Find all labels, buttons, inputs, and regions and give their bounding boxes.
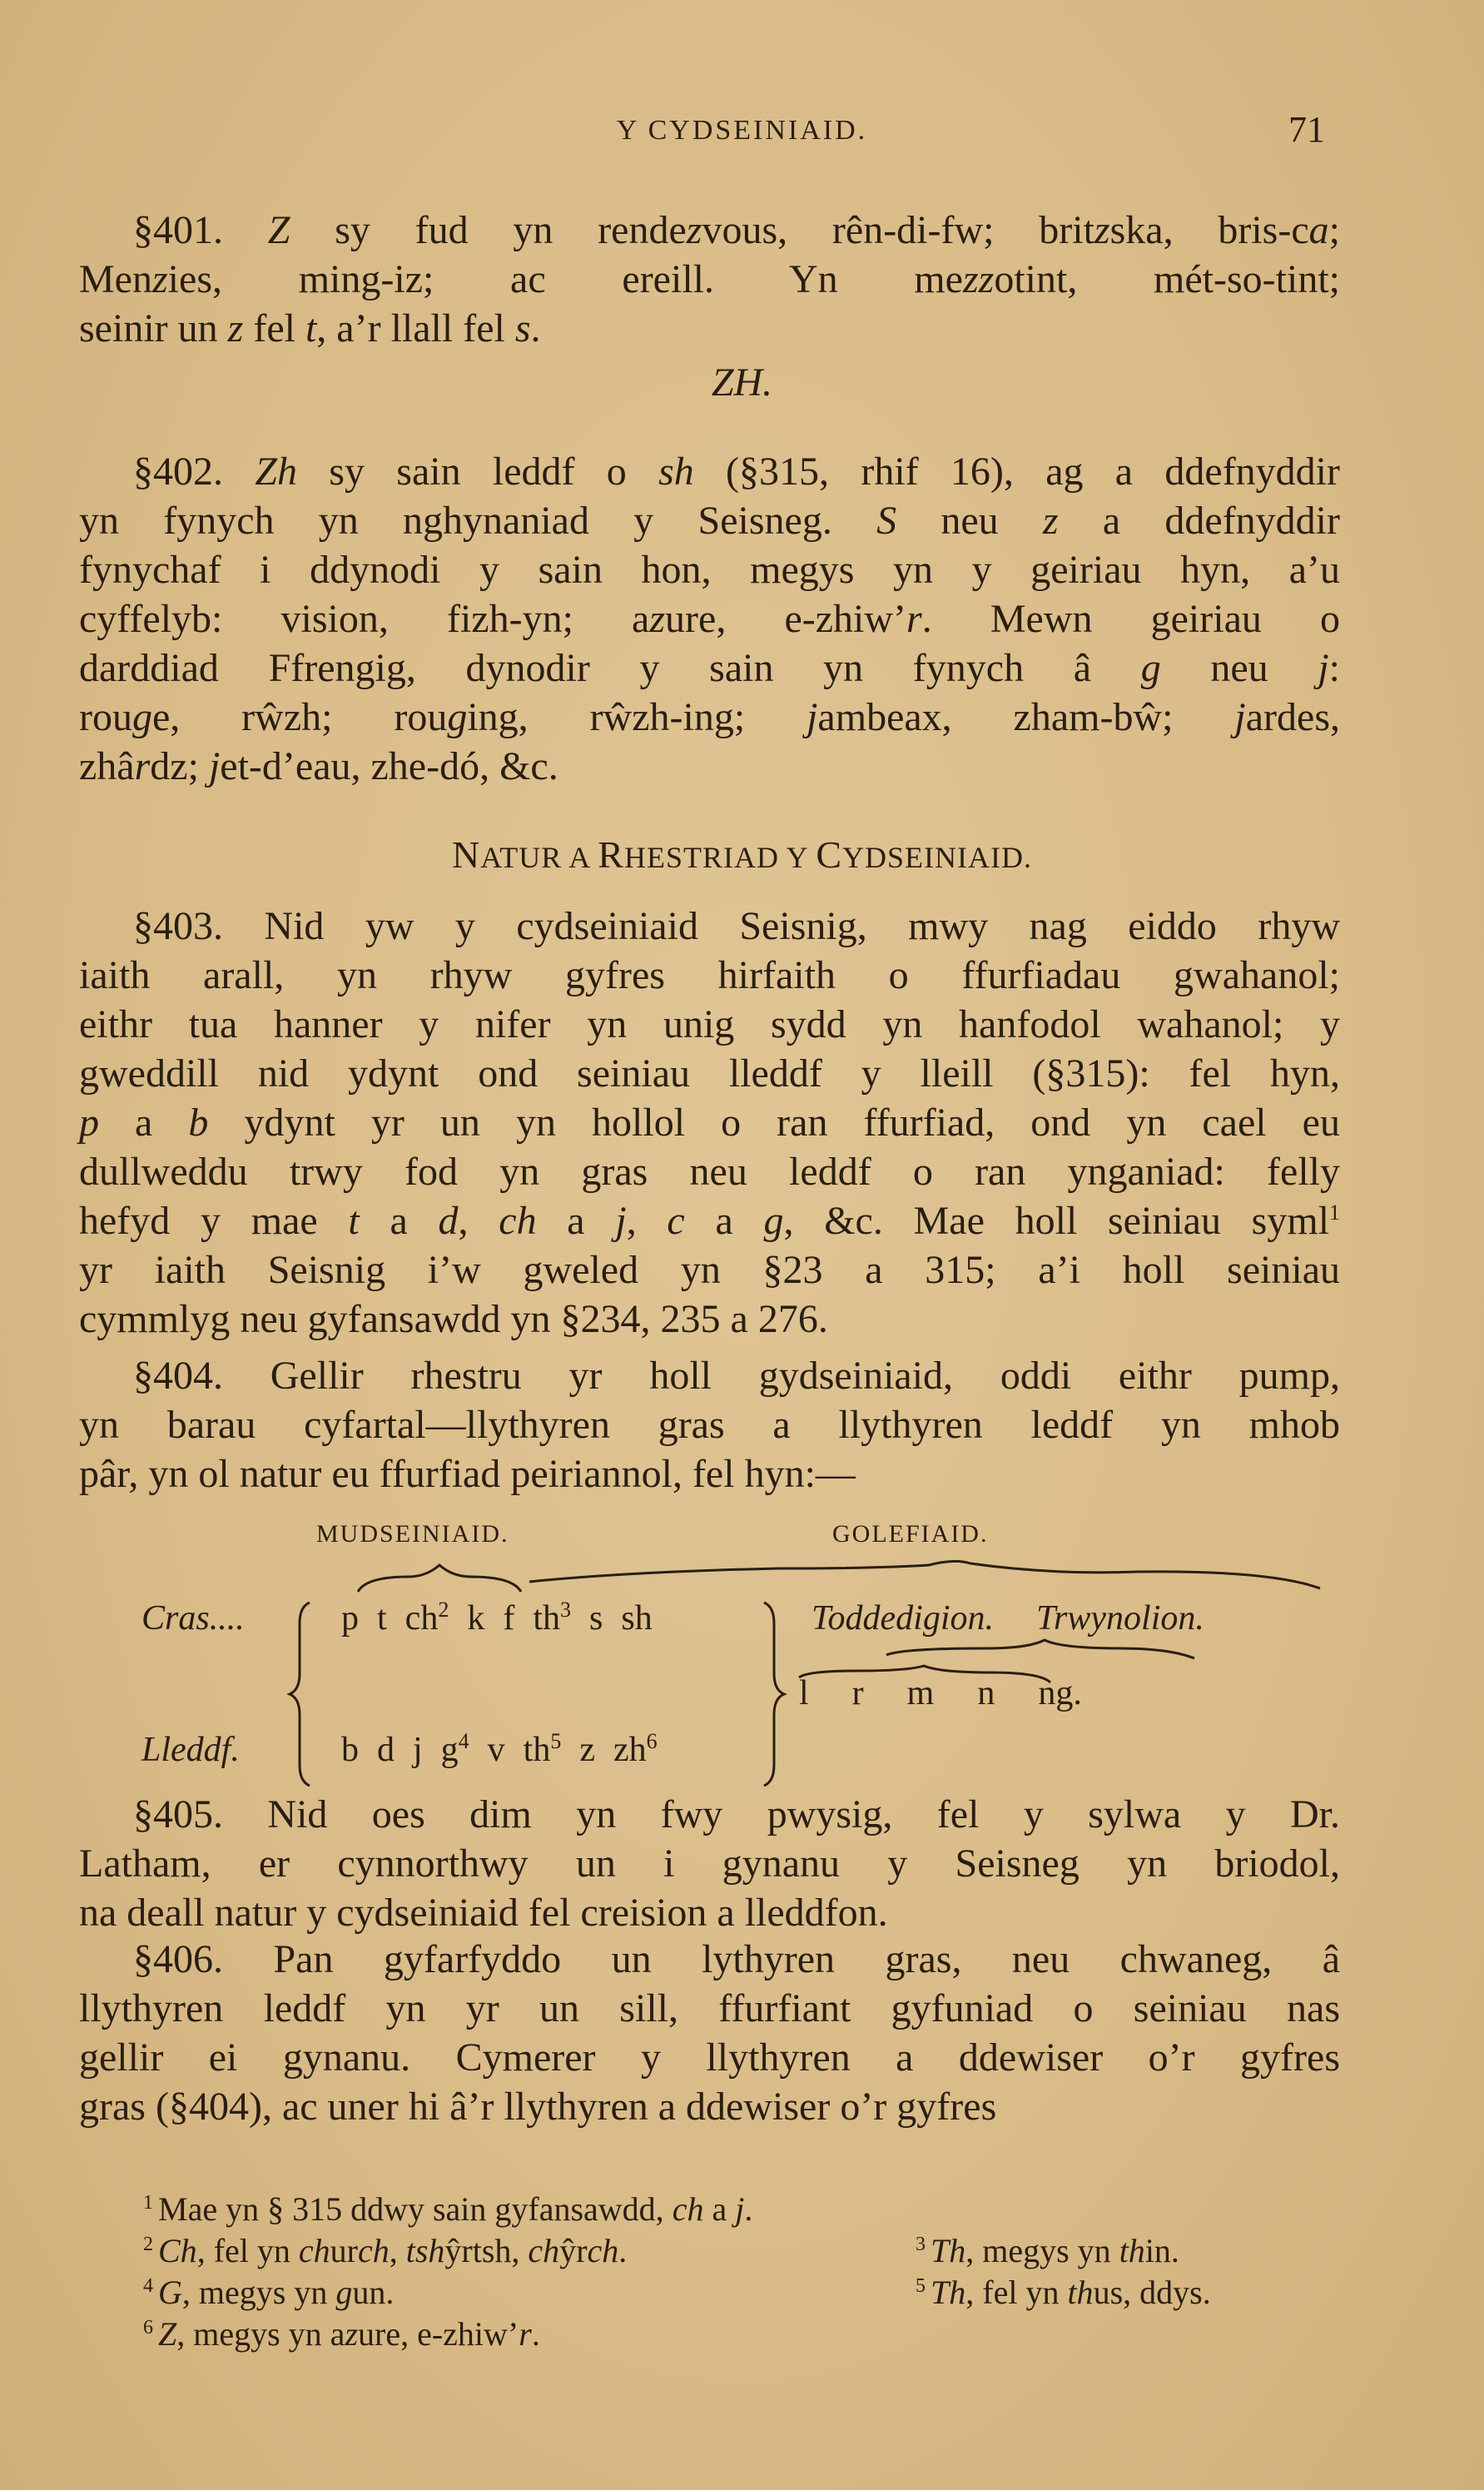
text-run: §404. Gellir rhestru yr holl gydseiniaid, oddi eithr pump, — [133, 1354, 1340, 1398]
text-line — [79, 496, 1340, 546]
footnote-5 — [916, 2273, 1211, 2312]
consonant-letter: g — [440, 1731, 459, 1769]
italic-run: z — [649, 597, 666, 641]
liquid-label-trwynolion: Trwynolion. — [1036, 1599, 1204, 1638]
consonant — [413, 1731, 423, 1769]
italic-run: Zh — [255, 450, 297, 494]
footnote-6 — [143, 2314, 540, 2353]
running-head: Y CYDSEINIAID. — [616, 115, 868, 146]
text-run: (§315, rhif 16), ag a ddefnyddir — [693, 450, 1340, 494]
text-line — [79, 1147, 1340, 1197]
text-run: a — [684, 1199, 764, 1243]
consonant-letter: d — [377, 1731, 395, 1769]
text-run: a — [359, 1199, 439, 1243]
liquid-consonants — [799, 1673, 1125, 1713]
italic-run: Th — [931, 2232, 966, 2269]
text-line — [79, 2033, 1340, 2083]
text-line — [79, 594, 1340, 644]
italic-run: b — [188, 1101, 209, 1145]
footnote-1 — [143, 2189, 752, 2229]
text-run: a — [703, 2190, 736, 2228]
left-brace-icon — [290, 1603, 310, 1786]
italic-run: j — [1318, 646, 1329, 690]
italic-run: s — [514, 306, 531, 350]
consonant — [467, 1599, 484, 1638]
text-run: pâr, yn ol natur eu ffurfiad peiriannol, fel hyn:— — [79, 1452, 856, 1496]
text-run: seinir un — [79, 306, 228, 350]
liquid-consonant: m — [906, 1674, 935, 1712]
italic-run: th — [1119, 2232, 1145, 2269]
consonant-letter: f — [503, 1599, 515, 1638]
text-line — [79, 644, 1340, 693]
text-run: ŷr — [559, 2232, 588, 2269]
liquid-label-toddedigion: Toddedigion. — [811, 1599, 994, 1638]
italic-run: r — [134, 744, 151, 788]
italic-run: t — [348, 1199, 360, 1243]
consonant-letter: ch — [405, 1599, 439, 1638]
text-line — [79, 304, 1340, 354]
footnote-ref: 6 — [646, 1729, 658, 1753]
text-run: ing, rŵzh-ing; — [467, 695, 807, 739]
italic-run: ch — [587, 2232, 619, 2269]
text-line — [79, 1888, 1340, 1938]
italic-run: th — [1067, 2274, 1094, 2311]
heading-part: ATUR A — [480, 841, 598, 874]
footnote-2 — [143, 2231, 627, 2270]
text-run: sy fud yn rende — [290, 208, 687, 252]
text-run: , &c. Mae holl seiniau syml — [783, 1199, 1330, 1243]
consonant — [488, 1731, 505, 1769]
text-run: . — [531, 2315, 540, 2353]
text-run: ska, bris-c — [1109, 208, 1309, 252]
text-line — [79, 1295, 1340, 1344]
italic-run: Z — [158, 2315, 177, 2353]
text-run: darddiad Ffrengig, dynodir y sain yn fynych â — [79, 646, 1141, 690]
text-run: ambeax, zham-bŵ; — [817, 695, 1235, 739]
italic-run: t — [305, 306, 317, 350]
text-run: ure, e-zhiw’ — [665, 597, 907, 641]
consonant-letter: k — [467, 1599, 485, 1638]
right-brace-icon — [764, 1603, 784, 1786]
text-line — [79, 951, 1340, 1001]
text-run: yr iaith Seisnig i’w gweled yn §23 a 315; a’i holl seiniau — [79, 1248, 1340, 1292]
text-run: e, rŵzh; rou — [151, 695, 448, 739]
italic-run: d — [438, 1199, 459, 1243]
italic-run: z — [151, 257, 168, 301]
text-run: ŷrtsh, — [444, 2232, 529, 2269]
text-run: iaith arall, yn rhyw gyfres hirfaith o ffurfiadau gwahanol; — [79, 953, 1340, 997]
consonant-letter: sh — [621, 1599, 653, 1638]
text-run: , — [626, 1199, 668, 1243]
italic-run: Ch — [158, 2232, 197, 2269]
italic-run: j — [1234, 695, 1246, 739]
text-run: Mae yn § 315 ddwy sain gyfansawdd, — [158, 2190, 673, 2228]
italic-run: z — [1094, 208, 1110, 252]
row-label-cras: Cras.... — [141, 1599, 245, 1638]
text-line — [133, 1790, 1340, 1840]
text-run: , megys yn a — [176, 2315, 345, 2353]
italic-run: g — [447, 695, 468, 739]
consonant-letter: j — [413, 1731, 423, 1769]
text-run: . — [618, 2232, 628, 2269]
text-run: ur — [330, 2232, 358, 2269]
text-run: eithr tua hanner y nifer yn unig sydd yn hanfodol wahanol; y — [79, 1002, 1340, 1046]
text-run: fynychaf i ddynodi y sain hon, megys yn y geiriau hyn, a’u — [79, 548, 1340, 592]
consonant-letter: th — [533, 1599, 560, 1638]
text-run: ; — [1328, 208, 1340, 252]
footnote-number: 1 — [143, 2191, 153, 2214]
consonant — [341, 1731, 359, 1769]
text-run: §405. Nid oes dim yn fwy pwysig, fel y sylwa y Dr. — [133, 1792, 1340, 1836]
footnote-ref: 2 — [438, 1598, 449, 1622]
text-run: cyffelyb: vision, fizh-yn; a — [79, 597, 650, 641]
heading-part: R — [598, 833, 624, 876]
italic-run: z — [686, 208, 702, 252]
consonant — [441, 1731, 469, 1769]
row-label-lleddf: Lleddf. — [141, 1731, 240, 1769]
text-run: , a’r llall fel — [316, 306, 515, 350]
text-line — [79, 1196, 1340, 1246]
text-line — [79, 1049, 1340, 1099]
text-run: otint, mét-so-tint; — [994, 257, 1341, 301]
text-run: fel — [243, 306, 305, 350]
text-run: ardes, — [1245, 695, 1341, 739]
text-run: . Mewn geiriau o — [921, 597, 1341, 641]
italic-run: r — [519, 2315, 532, 2353]
text-run: a — [536, 1199, 616, 1243]
consonant — [405, 1599, 449, 1638]
text-line — [79, 1245, 1340, 1295]
consonant — [377, 1731, 395, 1769]
text-line — [79, 1098, 1340, 1148]
cras-consonants — [341, 1598, 671, 1638]
text-run: §401. — [133, 208, 268, 252]
italic-run: G — [158, 2274, 182, 2311]
footnote-number: 4 — [143, 2274, 153, 2297]
consonant — [579, 1731, 595, 1769]
italic-run: ch — [528, 2232, 560, 2269]
liquid-consonant: l — [799, 1674, 809, 1712]
text-run: gweddill nid ydynt ond seiniau lleddf y lleill (§315): fel hyn, — [79, 1051, 1340, 1096]
text-run: rou — [79, 695, 132, 739]
italic-run: z — [345, 2315, 359, 2353]
text-run: : — [1328, 646, 1341, 690]
italic-run: a — [1308, 208, 1329, 252]
italic-run: Z — [267, 208, 290, 252]
text-run: ydynt yr un yn hollol o ran ffurfiad, ond yn cael eu — [208, 1101, 1340, 1145]
text-run: , fel yn — [196, 2232, 299, 2269]
page-number: 71 — [1288, 109, 1325, 150]
text-run: sy sain leddf o — [297, 450, 659, 494]
text-run: . — [530, 306, 541, 350]
footnote-number: 5 — [916, 2274, 926, 2297]
text-run: , fel yn — [965, 2274, 1068, 2311]
text-run: neu — [896, 499, 1043, 543]
mutes-heading: MUDSEINIAID. — [316, 1520, 509, 1548]
consonant-letter: zh — [613, 1731, 647, 1769]
italic-run: ch — [672, 2190, 704, 2228]
overbrace-long-icon — [529, 1561, 1320, 1588]
text-run: ies, ming-iz; ac ereill. Yn me — [167, 257, 963, 301]
text-run: neu — [1160, 646, 1318, 690]
text-run: §406. Pan gyfarfyddo un lythyren gras, neu chwaneg, â — [133, 1937, 1340, 1981]
text-run: Latham, er cynnorthwy un i gynanu y Seisneg yn briodol, — [79, 1841, 1340, 1886]
heading-part: C — [816, 833, 842, 876]
text-run: na deall natur y cydseiniaid fel creision a lleddfon. — [79, 1891, 888, 1935]
liquid-consonant: ng. — [1038, 1674, 1082, 1712]
footnote-4 — [143, 2273, 394, 2312]
italic-run: g — [335, 2274, 353, 2311]
text-run: §403. Nid yw y cydseiniaid Seisnig, mwy nag eiddo rhyw — [133, 904, 1340, 948]
consonant — [533, 1599, 571, 1638]
heading-part: HESTRIAD Y — [623, 841, 816, 874]
text-line — [133, 447, 1340, 497]
text-line — [79, 1984, 1340, 2034]
footnote-3 — [916, 2231, 1179, 2270]
text-run: yn barau cyfartal—llythyren gras a llythyren leddf yn mhob — [79, 1403, 1340, 1447]
consonant — [524, 1731, 562, 1769]
italic-run: j — [208, 744, 221, 788]
text-run: llythyren leddf yn yr un sill, ffurfiant gyfuniad o seiniau nas — [79, 1986, 1340, 2030]
italic-run: zz — [962, 257, 995, 301]
heading-part: N — [452, 833, 481, 876]
text-run: zhâ — [79, 744, 135, 788]
text-run: dullweddu trwy fod yn gras neu leddf o ran ynganiad: felly — [79, 1150, 1340, 1194]
text-run: a — [99, 1101, 189, 1145]
text-run: . — [744, 2190, 753, 2228]
text-run: , — [458, 1199, 499, 1243]
text-line — [79, 255, 1340, 305]
liquid-consonant: r — [851, 1674, 864, 1712]
footnote-number: 6 — [143, 2316, 153, 2338]
text-run: vous, rên-di-fw; brit — [702, 208, 1094, 252]
italic-run: j — [807, 695, 818, 739]
text-run: et-d’eau, zhe-dó, &c. — [220, 744, 558, 788]
text-run: Men — [79, 257, 152, 301]
italic-run: sh — [658, 450, 694, 494]
italic-run: ch — [499, 1199, 537, 1243]
lleddf-consonants — [341, 1730, 676, 1770]
consonant — [341, 1599, 359, 1638]
consonant-letter: p — [341, 1599, 359, 1638]
liquids-heading: GOLEFIAID. — [832, 1520, 989, 1548]
text-line — [133, 206, 1340, 256]
consonant — [377, 1599, 387, 1638]
footnote-number: 2 — [143, 2233, 153, 2255]
text-line — [79, 545, 1340, 595]
text-line — [79, 1839, 1340, 1889]
italic-run: ch — [298, 2232, 330, 2269]
italic-run: ch — [357, 2232, 390, 2269]
italic-run: g — [132, 695, 152, 739]
text-line — [133, 902, 1340, 952]
text-run: in. — [1144, 2232, 1179, 2269]
italic-run: S — [876, 499, 897, 543]
text-run: , megys yn — [965, 2232, 1119, 2269]
text-run: hefyd y mae — [79, 1199, 349, 1243]
consonant — [621, 1599, 652, 1638]
italic-run: r — [906, 597, 922, 641]
italic-run: j — [735, 2190, 745, 2228]
consonant-letter: th — [523, 1731, 551, 1769]
italic-run: tsh — [405, 2232, 445, 2269]
consonant-letter: z — [579, 1731, 595, 1769]
italic-run: z — [227, 306, 244, 350]
italic-run: g — [1140, 646, 1161, 690]
footnote-ref: 3 — [560, 1598, 571, 1622]
text-line — [133, 1351, 1340, 1401]
heading-part: YDSEINIAID. — [842, 841, 1032, 874]
consonant — [503, 1599, 514, 1638]
text-run: a ddefnyddir — [1058, 499, 1340, 543]
zh-heading: ZH. — [711, 360, 773, 405]
text-run: gras (§404), ac uner hi â’r llythyren a ddewiser o’r gyfres — [79, 2085, 997, 2129]
consonant — [613, 1731, 658, 1769]
text-run: , megys yn — [181, 2274, 336, 2311]
text-run: yn fynych yn nghynaniad y Seisneg. — [79, 499, 877, 543]
italic-run: c — [667, 1199, 685, 1243]
footnote-ref: 1 — [1329, 1200, 1341, 1225]
underbrace-nasals-icon — [886, 1640, 1194, 1658]
italic-run: Th — [931, 2274, 966, 2311]
text-run: gellir ei gynanu. Cymerer y llythyren a ddewiser o’r gyfres — [79, 2035, 1340, 2080]
text-run: §402. — [133, 450, 256, 494]
text-run: , — [389, 2232, 406, 2269]
text-line — [79, 742, 1340, 792]
section-heading — [0, 832, 1484, 877]
footnote-ref: 4 — [458, 1729, 469, 1753]
liquid-consonant: n — [977, 1674, 995, 1712]
consonant-letter: v — [487, 1731, 505, 1769]
text-run: un. — [352, 2274, 395, 2311]
text-run: dz; — [150, 744, 209, 788]
text-line — [79, 1449, 1340, 1499]
text-line — [79, 693, 1340, 743]
consonant-letter: b — [341, 1731, 359, 1769]
text-run: us, ddys. — [1093, 2274, 1211, 2311]
consonant — [589, 1599, 603, 1638]
footnote-number: 3 — [916, 2233, 926, 2255]
italic-run: p — [79, 1101, 99, 1145]
text-run: cymmlyg neu gyfansawdd yn §234, 235 a 276. — [79, 1297, 828, 1341]
consonant-letter: s — [589, 1599, 603, 1638]
text-line — [79, 1000, 1340, 1050]
footnote-ref: 5 — [550, 1729, 562, 1753]
consonant-letter: t — [377, 1599, 387, 1638]
text-run: ure, e-zhiw’ — [358, 2315, 519, 2353]
italic-run: j — [615, 1199, 627, 1243]
italic-run: z — [1042, 499, 1059, 543]
text-line — [133, 1935, 1340, 1985]
text-line — [79, 2082, 1340, 2132]
overbrace-plosives-icon — [358, 1565, 521, 1592]
italic-run: g — [763, 1199, 784, 1243]
text-line — [79, 1400, 1340, 1450]
